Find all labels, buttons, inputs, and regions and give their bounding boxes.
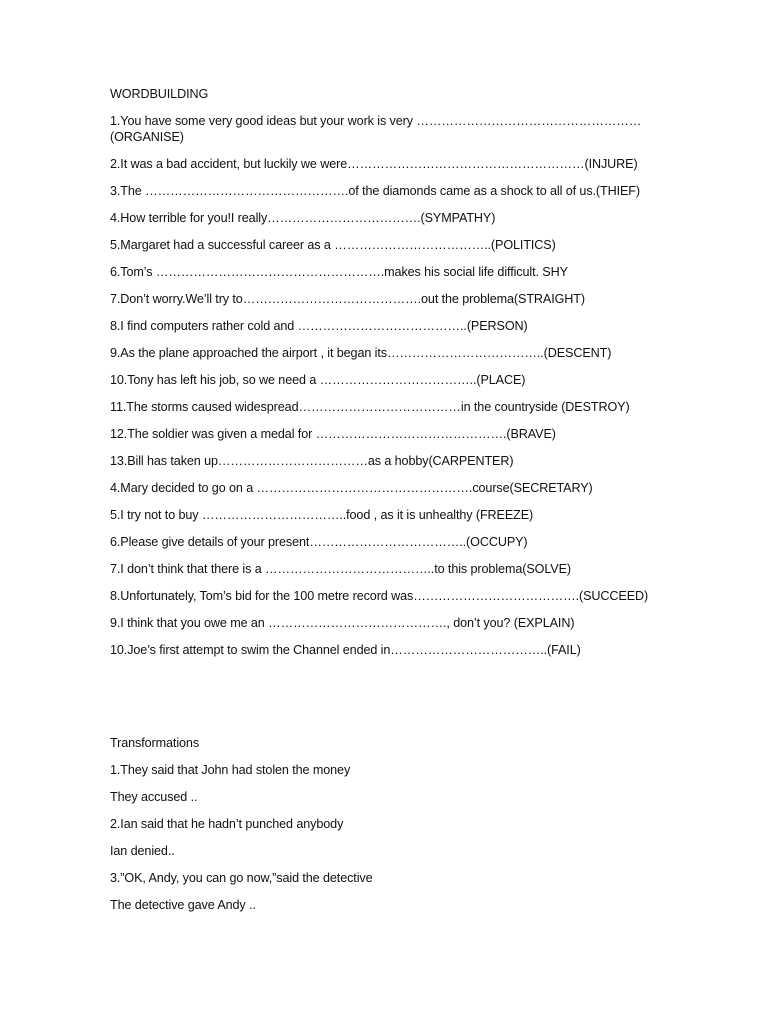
exercise-item-1-keyword: (ORGANISE)	[110, 130, 184, 144]
exercise-item: 6.Tom’s ……………………………………………….makes his social life difficult. SHY	[110, 265, 568, 279]
exercise-item: 7.I don’t think that there is a …………………………………..to this problema(SOLVE)	[110, 562, 571, 576]
exercise-item: 8.I find computers rather cold and …………………………………..(PERSON)	[110, 319, 528, 333]
exercise-item: 4.Mary decided to go on a …………………………………………….course(SECRETARY)	[110, 481, 593, 495]
exercise-item-1	[110, 113, 750, 145]
wordbuilding-title: WORDBUILDING	[110, 87, 209, 101]
transformation-starter: They accused ..	[110, 790, 198, 804]
worksheet-page	[110, 86, 750, 924]
transformation-prompt: 2.Ian said that he hadn’t punched anybody	[110, 817, 344, 831]
exercise-item: 5.Margaret had a successful career as a ………………………………..(POLITICS)	[110, 238, 556, 252]
exercise-item: 13.Bill has taken up………………………………as a hobby(CARPENTER)	[110, 454, 514, 468]
exercise-item: 8.Unfortunately, Tom’s bid for the 100 metre record was………………………………….(SUCCEED)	[110, 589, 649, 603]
exercise-item: 5.I try not to buy ……………………………..food , as it is unhealthy (FREEZE)	[110, 508, 534, 522]
transformation-prompt: 1.They said that John had stolen the money	[110, 763, 351, 777]
section-spacer	[110, 669, 750, 735]
transformation-starter: Ian denied..	[110, 844, 175, 858]
transformations-title: Transformations	[110, 736, 200, 750]
exercise-item: 4.How terrible for you!I really……………………………….(SYMPATHY)	[110, 211, 496, 225]
transformation-starter: The detective gave Andy ..	[110, 898, 256, 912]
transformation-prompt: 3.”OK, Andy, you can go now,”said the detective	[110, 871, 373, 885]
exercise-item: 3.The ………………………………………….of the diamonds came as a shock to all of us.(THIEF)	[110, 184, 640, 198]
exercise-item: 6.Please give details of your present………………………………..(OCCUPY)	[110, 535, 528, 549]
exercise-item: 12.The soldier was given a medal for ……………………………………….(BRAVE)	[110, 427, 556, 441]
exercise-item: 9.As the plane approached the airport , it began its………………………………..(DESCENT)	[110, 346, 612, 360]
exercise-item: 7.Don’t worry.We’ll try to…………………………………….out the problema(STRAIGHT)	[110, 292, 585, 306]
exercise-item: 9.I think that you owe me an ……………………………………., don’t you? (EXPLAIN)	[110, 616, 575, 630]
exercise-item: 2.It was a bad accident, but luckily we were…………………………………………………(INJURE)	[110, 157, 638, 171]
exercise-item: 11.The storms caused widespread…………………………………in the countryside (DESTROY)	[110, 400, 630, 414]
exercise-item: 10.Tony has left his job, so we need a ………………………………..(PLACE)	[110, 373, 526, 387]
exercise-item-1-text: 1.You have some very good ideas but your work is very ………………………………………………	[110, 114, 642, 128]
exercise-item: 10.Joe’s first attempt to swim the Channel ended in………………………………..(FAIL)	[110, 643, 581, 657]
